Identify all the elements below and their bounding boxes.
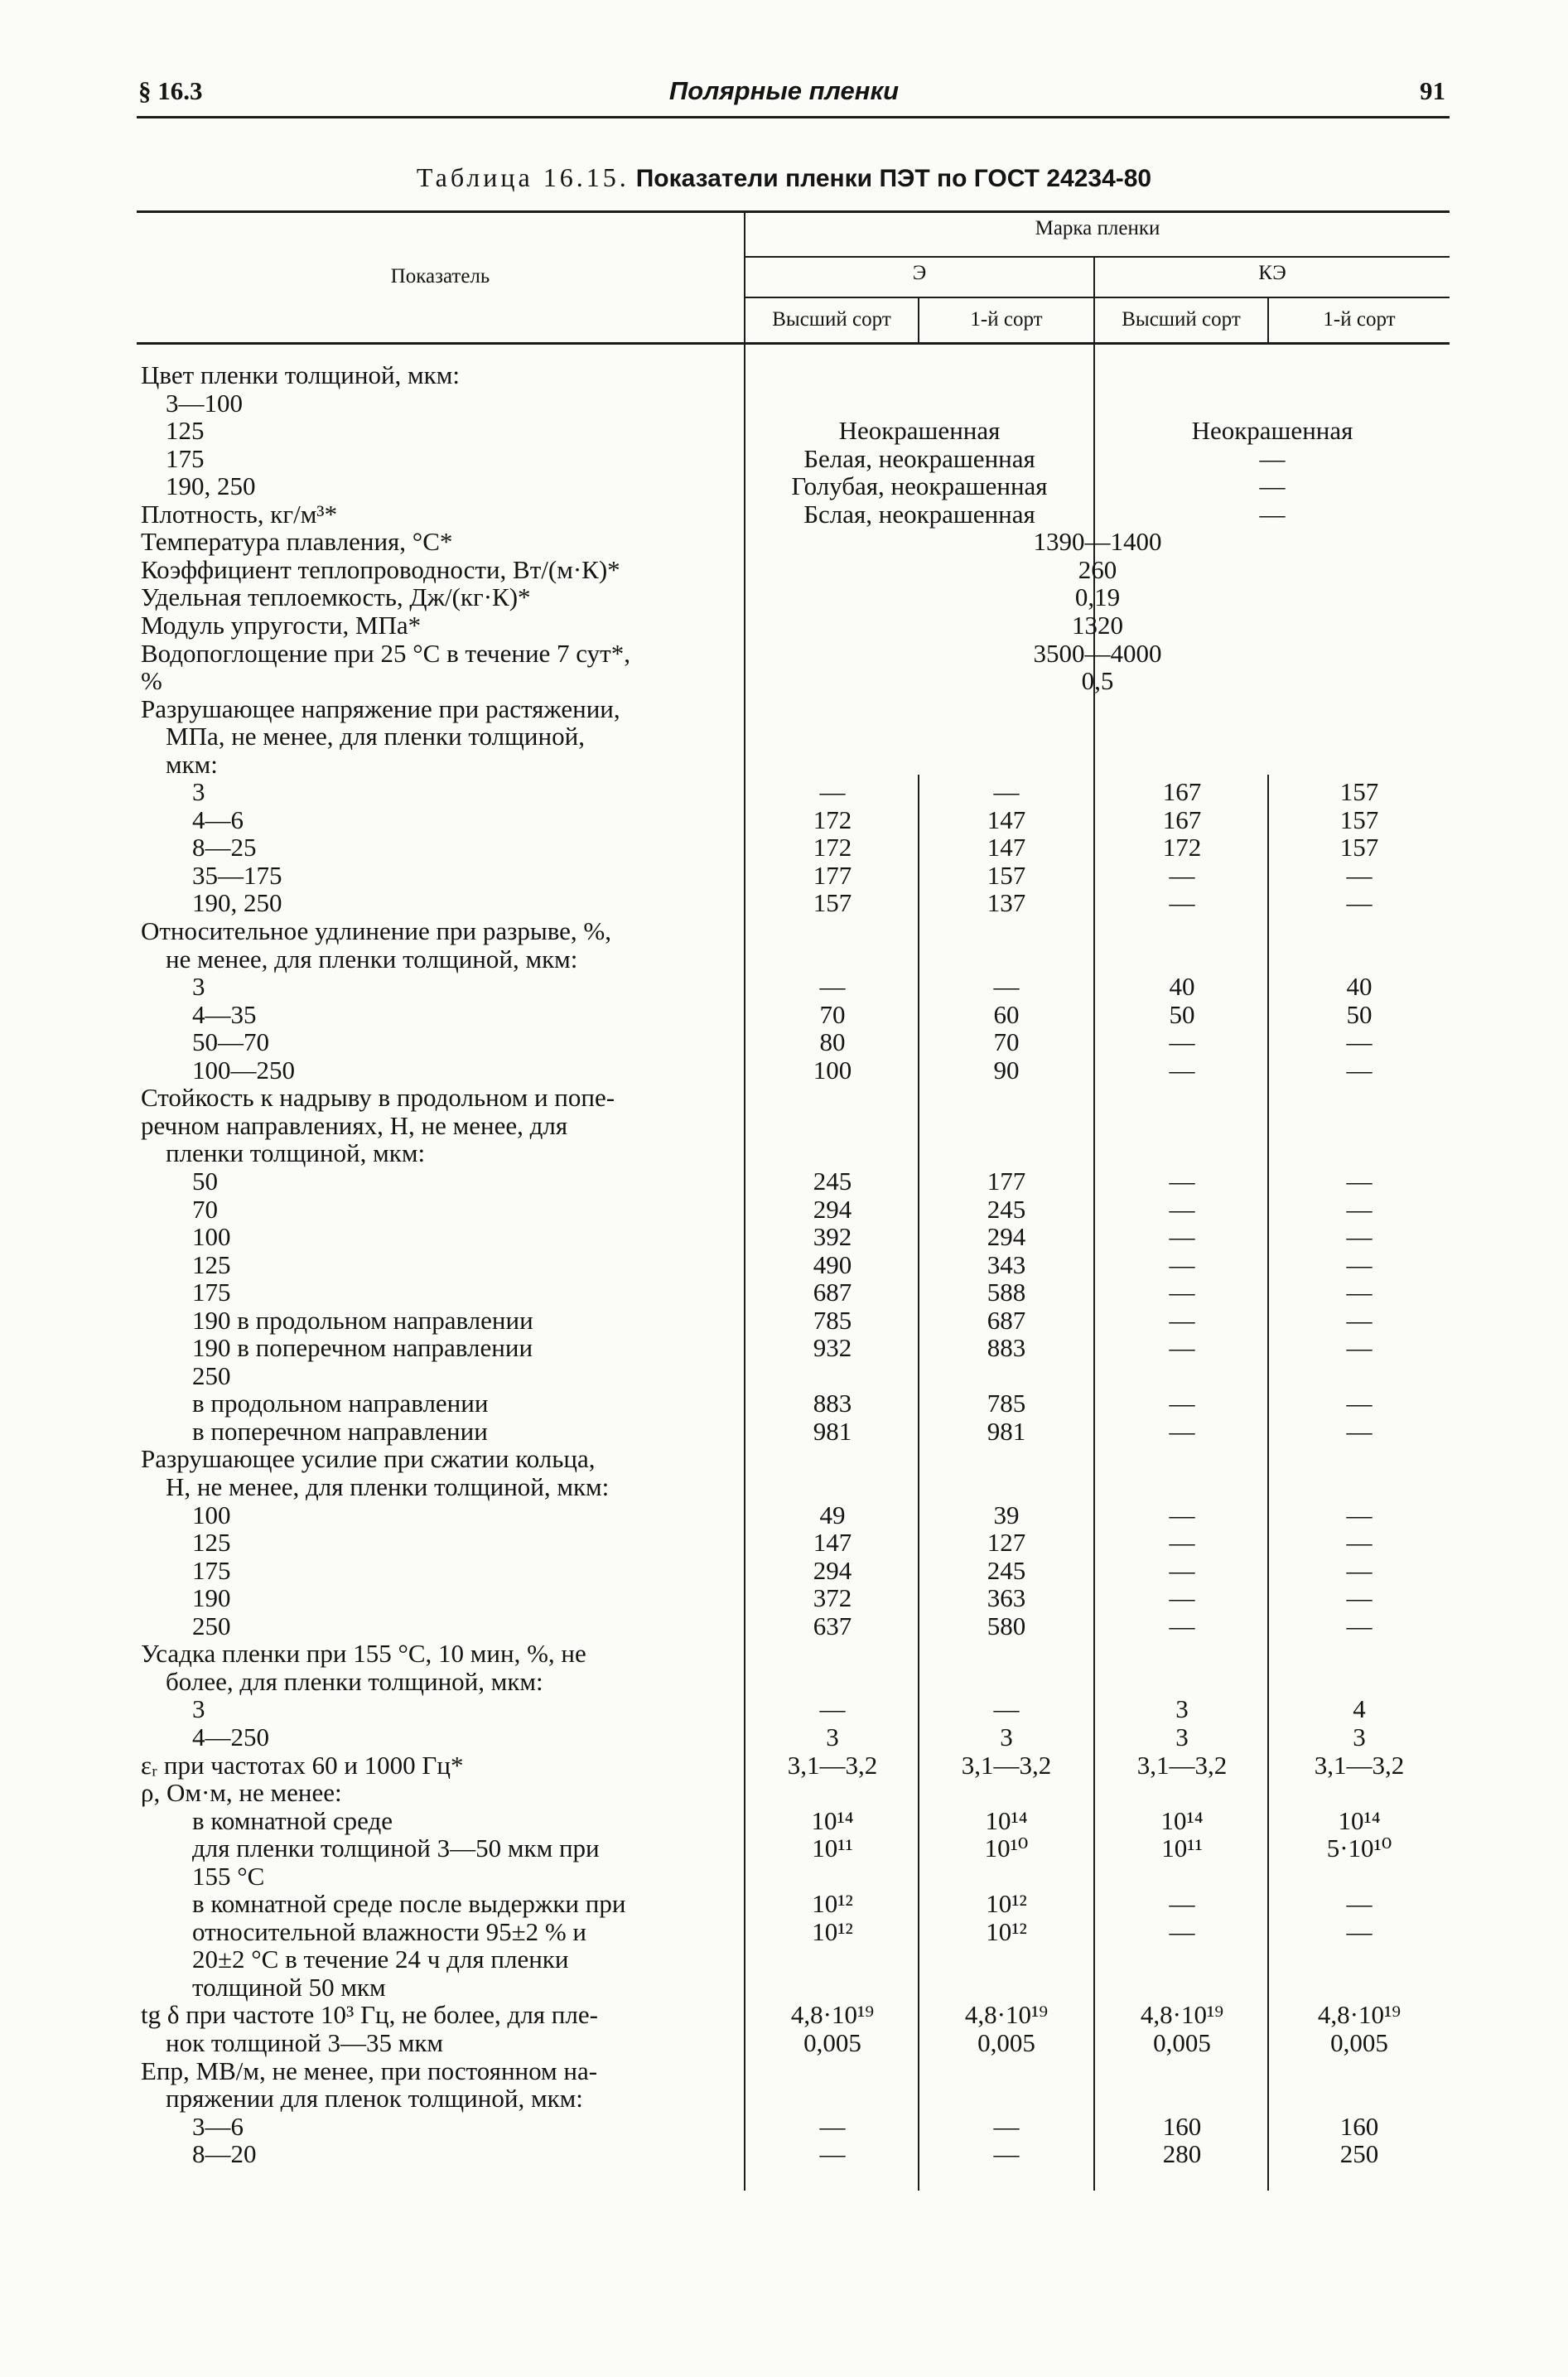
ke-top-grade-value: — xyxy=(1169,1389,1195,1418)
row-label: 190 xyxy=(192,1583,231,1612)
row-label: 175 xyxy=(192,1556,231,1585)
row-label: 175 xyxy=(166,444,205,473)
ke-top-grade-value: — xyxy=(1169,1528,1195,1557)
ke-first-grade-value: 250 xyxy=(1339,2139,1379,2168)
ke-top-grade-value: 167 xyxy=(1162,777,1202,806)
e-first-grade-value: 10¹⁰ xyxy=(984,1833,1029,1862)
header-bottom-rule xyxy=(137,342,1450,345)
row-label: 50—70 xyxy=(192,1027,269,1056)
e-column-header: Э xyxy=(912,262,927,284)
e-first-grade-value: 147 xyxy=(987,833,1026,862)
e-top-grade-value: 392 xyxy=(813,1222,852,1251)
e-first-grade-value: — xyxy=(993,2112,1020,2141)
ke-first-grade-value: 0,005 xyxy=(1330,2028,1388,2057)
ke-top-grade-value: — xyxy=(1169,1306,1195,1335)
ke-first-grade-value: — xyxy=(1346,1278,1373,1307)
row-label: пряжении для пленок толщиной, мкм: xyxy=(166,2084,583,2113)
e-top-grade-value: 80 xyxy=(819,1027,846,1056)
e-first-grade-value: 3 xyxy=(1000,1722,1013,1751)
row-label: 100 xyxy=(192,1222,231,1251)
ke-first-grade-value: — xyxy=(1346,1417,1373,1446)
ke-top-grade-header: Высший сорт xyxy=(1122,308,1241,331)
ke-top-grade-value: 3,1—3,2 xyxy=(1136,1751,1228,1780)
row-label: 4—250 xyxy=(192,1722,269,1751)
e-top-grade-value: 687 xyxy=(813,1278,852,1307)
e-top-grade-value: 637 xyxy=(813,1611,852,1640)
row-label: 190, 250 xyxy=(166,471,256,500)
e-top-grade-value: 147 xyxy=(813,1528,852,1557)
e-top-grade-value: 883 xyxy=(813,1389,852,1418)
e-top-grade-value: 10¹¹ xyxy=(812,1833,853,1862)
e-top-grade-value: 372 xyxy=(813,1583,852,1612)
row-label: 125 xyxy=(192,1250,231,1279)
row-label: Удельная теплоемкость, Дж/(кг·К)* xyxy=(141,582,531,611)
merged-value: 1390—1400 xyxy=(1033,527,1162,556)
row-label: 3—100 xyxy=(166,389,243,418)
row-label: более, для пленки толщиной, мкм: xyxy=(166,1667,543,1696)
ke-top-grade-value: — xyxy=(1169,1167,1195,1196)
e-top-grade-value: 10¹² xyxy=(812,1889,853,1918)
row-label: относительной влажности 95±2 % и xyxy=(192,1917,587,1946)
e-first-grade-value: 10¹⁴ xyxy=(985,1806,1028,1835)
grade-sub-rule xyxy=(745,297,1450,298)
ke-top-grade-value: 3 xyxy=(1175,1694,1189,1723)
e-top-grade-value: — xyxy=(819,2139,846,2168)
e-first-grade-value: 10¹² xyxy=(986,1889,1027,1918)
row-label: % xyxy=(141,666,162,695)
row-label: 35—175 xyxy=(192,861,282,890)
row-label: в комнатной среде xyxy=(192,1806,393,1835)
row-label: Коэффициент теплопроводности, Вт/(м·К)* xyxy=(141,555,620,584)
ke-top-grade-value: — xyxy=(1169,1056,1195,1085)
header-rule xyxy=(137,116,1450,118)
ke-top-grade-value: — xyxy=(1169,1417,1195,1446)
merged-value: 260 xyxy=(1078,555,1117,584)
ke-top-grade-value: 160 xyxy=(1162,2112,1202,2141)
e-column-value: Голубая, неокрашенная xyxy=(791,471,1048,500)
e-top-grade-value: — xyxy=(819,972,846,1001)
row-label: Стойкость к надрыву в продольном и попе- xyxy=(141,1083,615,1112)
ke-top-grade-value: 280 xyxy=(1162,2139,1202,2168)
ke-first-grade-value: — xyxy=(1346,1611,1373,1640)
e-first-grade-value: 245 xyxy=(987,1556,1026,1585)
e-column-value: Белая, неокрашенная xyxy=(803,444,1035,473)
ke-top-grade-value: — xyxy=(1169,1250,1195,1279)
ke-top-grade-value: 40 xyxy=(1169,972,1195,1001)
row-label: в продольном направлении xyxy=(192,1389,489,1418)
ke-top-grade-value: 10¹¹ xyxy=(1161,1833,1203,1862)
row-label: 3 xyxy=(192,777,205,806)
e-first-grade-value: — xyxy=(993,1694,1020,1723)
row-label: 3 xyxy=(192,972,205,1001)
row-label: в комнатной среде после выдержки при xyxy=(192,1889,626,1918)
ke-first-grade-value: — xyxy=(1346,1056,1373,1085)
ke-first-grade-value: — xyxy=(1346,1917,1373,1946)
ke-top-grade-value: 167 xyxy=(1162,805,1202,834)
e-first-grade-value: 245 xyxy=(987,1195,1026,1224)
e-first-grade-value: 294 xyxy=(987,1222,1026,1251)
row-label: 8—25 xyxy=(192,833,257,862)
row-label: Температура плавления, °C* xyxy=(141,527,453,556)
row-label: 50 xyxy=(192,1167,218,1196)
row-label: Усадка пленки при 155 °С, 10 мин, %, не xyxy=(141,1639,586,1668)
ke-first-grade-value: — xyxy=(1346,1528,1373,1557)
ke-first-grade-value: — xyxy=(1346,1027,1373,1056)
e-top-grade-value: 172 xyxy=(813,805,852,834)
e-top-grade-value: — xyxy=(819,1694,846,1723)
e-top-grade-value: 3,1—3,2 xyxy=(787,1751,878,1780)
row-label: 70 xyxy=(192,1195,218,1224)
ke-column-value: — xyxy=(1259,471,1286,500)
e-top-grade-value: 3 xyxy=(826,1722,839,1751)
e-first-grade-value: 588 xyxy=(987,1278,1026,1307)
merged-value: 0,5 xyxy=(1081,666,1114,695)
row-label: 175 xyxy=(192,1278,231,1307)
row-label: толщиной 50 мкм xyxy=(192,1973,386,2002)
ke-top-grade-value: — xyxy=(1169,1027,1195,1056)
e-top-grade-value: — xyxy=(819,2112,846,2141)
ke-top-grade-value: — xyxy=(1169,1556,1195,1585)
ke-first-grade-value: 50 xyxy=(1346,1000,1373,1029)
ke-top-grade-value: — xyxy=(1169,888,1195,917)
ke-top-grade-value: — xyxy=(1169,1195,1195,1224)
row-label: 100 xyxy=(192,1500,231,1529)
ke-top-grade-value: 3 xyxy=(1175,1722,1189,1751)
ke-first-grade-header: 1-й сорт xyxy=(1323,308,1396,331)
section-number: § 16.3 xyxy=(138,76,203,105)
e-first-grade-value: 883 xyxy=(987,1333,1026,1362)
ke-top-grade-value: — xyxy=(1169,1222,1195,1251)
e-top-grade-value: 172 xyxy=(813,833,852,862)
e-top-grade-value: 0,005 xyxy=(803,2028,861,2057)
ke-first-grade-value: — xyxy=(1346,1250,1373,1279)
e-first-grade-value: 687 xyxy=(987,1306,1026,1335)
row-label: 8—20 xyxy=(192,2139,257,2168)
e-first-grade-value: 3,1—3,2 xyxy=(961,1751,1052,1780)
ke-first-grade-value: 157 xyxy=(1339,833,1379,862)
row-label: Водопоглощение при 25 °С в течение 7 сут*, xyxy=(141,639,630,668)
table-caption xyxy=(0,162,1568,193)
row-label: в поперечном направлении xyxy=(192,1417,488,1446)
ke-column-value: — xyxy=(1259,500,1286,529)
running-title: Полярные пленки xyxy=(668,76,900,105)
row-label: 250 xyxy=(192,1611,231,1640)
e-first-grade-value: 127 xyxy=(987,1528,1026,1557)
e-first-grade-value: 10¹² xyxy=(986,1917,1027,1946)
row-label: Разрушающее усилие при сжатии кольца, xyxy=(141,1444,596,1473)
row-label: Н, не менее, для пленки толщиной, мкм: xyxy=(166,1472,610,1501)
merged-value: 3500—4000 xyxy=(1033,639,1162,668)
ke-top-grade-value: — xyxy=(1169,861,1195,890)
ke-first-grade-value: 157 xyxy=(1339,777,1379,806)
ke-top-grade-value: 0,005 xyxy=(1153,2028,1211,2057)
e-top-grade-value: — xyxy=(819,777,846,806)
e-first-grade-header: 1-й сорт xyxy=(970,308,1043,331)
ke-first-grade-value: — xyxy=(1346,1222,1373,1251)
e-top-grade-value: 100 xyxy=(813,1056,852,1085)
row-label: нок толщиной 3—35 мкм xyxy=(166,2028,444,2057)
ke-first-grade-value: 4 xyxy=(1353,1694,1366,1723)
e-first-grade-value: 580 xyxy=(987,1611,1026,1640)
ke-column-value: — xyxy=(1259,444,1286,473)
ke-first-grade-value: — xyxy=(1346,1389,1373,1418)
row-label: Разрушающее напряжение при растяжении, xyxy=(141,694,620,723)
ke-first-grade-value: — xyxy=(1346,861,1373,890)
e-first-grade-value: 70 xyxy=(993,1027,1020,1056)
e-top-grade-value: 245 xyxy=(813,1167,852,1196)
ke-first-grade-value: 160 xyxy=(1339,2112,1379,2141)
ke-first-grade-value: 157 xyxy=(1339,805,1379,834)
row-label: 20±2 °С в течение 24 ч для пленки xyxy=(192,1945,569,1974)
row-label: не менее, для пленки толщиной, мкм: xyxy=(166,945,578,974)
ke-first-grade-value: — xyxy=(1346,1889,1373,1918)
e-first-grade-value: — xyxy=(993,2139,1020,2168)
e-top-grade-header: Высший сорт xyxy=(772,308,891,331)
indicator-column-header: Показатель xyxy=(390,265,490,287)
ke-first-grade-value: — xyxy=(1346,1167,1373,1196)
ke-top-grade-value: 10¹⁴ xyxy=(1160,1806,1204,1835)
row-label: 4—35 xyxy=(192,1000,257,1029)
ke-first-grade-value: 10¹⁴ xyxy=(1338,1806,1381,1835)
e-top-grade-value: 932 xyxy=(813,1333,852,1362)
merged-value: 1320 xyxy=(1072,611,1123,640)
table-number: Таблица 16.15. xyxy=(416,162,630,192)
row-label: Eпр, МВ/м, не менее, при постоянном на- xyxy=(141,2056,598,2085)
e-top-grade-value: 490 xyxy=(813,1250,852,1279)
ke-first-grade-value: — xyxy=(1346,1556,1373,1585)
row-label: tg δ при частоте 10³ Гц, не более, для пле- xyxy=(141,2000,598,2029)
e-first-grade-value: 90 xyxy=(993,1056,1020,1085)
ke-top-grade-value: — xyxy=(1169,1583,1195,1612)
merged-value: 0,19 xyxy=(1074,582,1121,611)
ke-top-grade-value: — xyxy=(1169,1333,1195,1362)
ke-first-grade-value: 3 xyxy=(1353,1722,1366,1751)
ke-first-grade-value: 3,1—3,2 xyxy=(1314,1751,1405,1780)
row-label: 100—250 xyxy=(192,1056,295,1085)
e-top-grade-value: 157 xyxy=(813,888,852,917)
ke-first-grade-value: 5·10¹⁰ xyxy=(1326,1833,1392,1862)
row-label: 4—6 xyxy=(192,805,244,834)
e-first-grade-value: 363 xyxy=(987,1583,1026,1612)
e-top-grade-value: 981 xyxy=(813,1417,852,1446)
ke-first-grade-value: 4,8·10¹⁹ xyxy=(1317,2000,1402,2029)
table-title: Показатели пленки ПЭТ по ГОСТ 24234-80 xyxy=(635,165,1152,192)
e-first-grade-value: 137 xyxy=(987,888,1026,917)
ke-top-grade-value: — xyxy=(1169,1500,1195,1529)
e-top-grade-value: 294 xyxy=(813,1556,852,1585)
ke-top-grade-value: 4,8·10¹⁹ xyxy=(1140,2000,1224,2029)
e-column-value: Бслая, неокрашенная xyxy=(803,500,1035,529)
row-label: 190 в поперечном направлении xyxy=(192,1333,533,1362)
row-label: Плотность, кг/м³* xyxy=(141,500,338,529)
e-top-grade-value: 70 xyxy=(819,1000,846,1029)
e-first-grade-value: 147 xyxy=(987,805,1026,834)
e-top-grade-value: 49 xyxy=(819,1500,846,1529)
ke-top-grade-value: 172 xyxy=(1162,833,1202,862)
e-first-grade-value: 39 xyxy=(993,1500,1020,1529)
e-top-grade-value: 294 xyxy=(813,1195,852,1224)
table-top-rule xyxy=(137,210,1450,213)
e-top-grade-value: 4,8·10¹⁹ xyxy=(790,2000,875,2029)
row-label: 155 °С xyxy=(192,1862,265,1891)
e-top-grade-value: 177 xyxy=(813,861,852,890)
ke-first-grade-value: 40 xyxy=(1346,972,1373,1001)
row-label: 250 xyxy=(192,1361,231,1390)
e-first-grade-value: 4,8·10¹⁹ xyxy=(964,2000,1049,2029)
e-first-grade-value: 343 xyxy=(987,1250,1026,1279)
ke-first-grade-value: — xyxy=(1346,1195,1373,1224)
e-top-grade-value: 10¹² xyxy=(812,1917,853,1946)
ke-column-value: Неокрашенная xyxy=(1191,416,1353,445)
row-label: 190 в продольном направлении xyxy=(192,1306,533,1335)
row-label: 125 xyxy=(166,416,205,445)
ke-first-grade-value: — xyxy=(1346,888,1373,917)
row-label: ρ, Ом·м, не менее: xyxy=(141,1778,342,1807)
row-label: Относительное удлинение при разрыве, %, xyxy=(141,916,612,945)
ke-top-grade-value: 50 xyxy=(1169,1000,1195,1029)
e-first-grade-value: 157 xyxy=(987,861,1026,890)
ke-column-header: КЭ xyxy=(1258,262,1286,284)
page-number: 91 xyxy=(1420,76,1445,105)
row-label: МПа, не менее, для пленки толщиной, xyxy=(166,722,585,751)
e-top-grade-value: 10¹⁴ xyxy=(811,1806,854,1835)
row-label: 125 xyxy=(192,1528,231,1557)
ke-first-grade-value: — xyxy=(1346,1333,1373,1362)
ke-first-grade-value: — xyxy=(1346,1583,1373,1612)
e-top-grade-value: 785 xyxy=(813,1306,852,1335)
e-first-grade-value: 177 xyxy=(987,1167,1026,1196)
row-label: Модуль упругости, МПа* xyxy=(141,611,422,640)
ke-top-grade-value: — xyxy=(1169,1611,1195,1640)
row-label: 190, 250 xyxy=(192,888,282,917)
ke-top-grade-value: — xyxy=(1169,1278,1195,1307)
row-label: 3—6 xyxy=(192,2112,244,2141)
brand-column-header: Марка пленки xyxy=(1035,217,1160,239)
e-first-grade-value: 785 xyxy=(987,1389,1026,1418)
e-first-grade-value: 60 xyxy=(993,1000,1020,1029)
ke-first-grade-value: — xyxy=(1346,1306,1373,1335)
e-first-grade-value: 0,005 xyxy=(977,2028,1035,2057)
row-label: εᵣ при частотах 60 и 1000 Гц* xyxy=(141,1751,464,1780)
row-label: для пленки толщиной 3—50 мкм при xyxy=(192,1833,600,1862)
row-label: мкм: xyxy=(166,750,218,779)
e-first-grade-value: — xyxy=(993,972,1020,1001)
e-first-grade-value: — xyxy=(993,777,1020,806)
ke-first-grade-value: — xyxy=(1346,1500,1373,1529)
row-label: Цвет пленки толщиной, мкм: xyxy=(141,360,460,389)
e-first-grade-value: 981 xyxy=(987,1417,1026,1446)
row-label: речном направлениях, Н, не менее, для xyxy=(141,1111,568,1140)
ke-top-grade-value: — xyxy=(1169,1889,1195,1918)
row-label: 3 xyxy=(192,1694,205,1723)
ke-top-grade-value: — xyxy=(1169,1917,1195,1946)
e-column-value: Неокрашенная xyxy=(838,416,1001,445)
brand-sub-rule xyxy=(745,256,1450,258)
row-label: пленки толщиной, мкм: xyxy=(166,1138,426,1167)
